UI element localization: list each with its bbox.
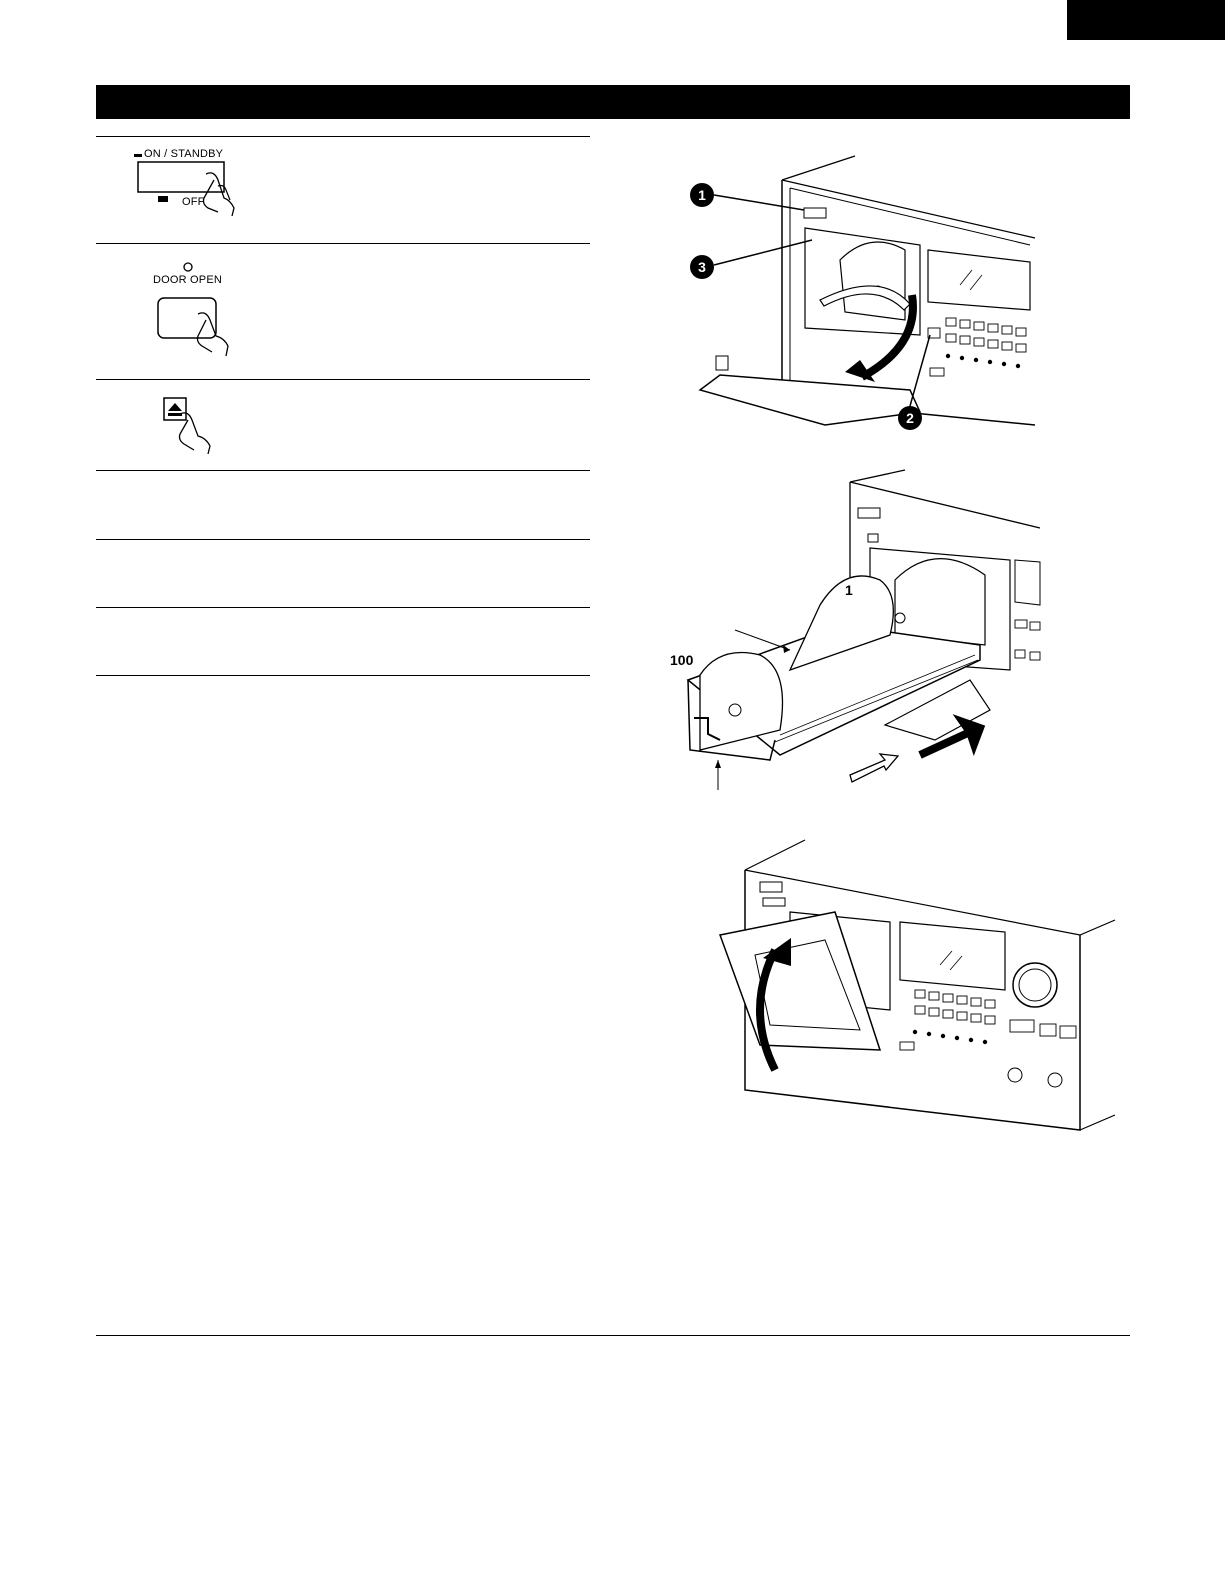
page-corner-tab <box>1067 0 1225 40</box>
step-marker-2: 2 <box>906 410 914 426</box>
open-door-illustration <box>700 150 1045 440</box>
step-marker-3: 3 <box>698 259 706 275</box>
door-open-label: DOOR OPEN <box>153 274 223 286</box>
step-divider <box>96 539 590 540</box>
off-label: OFF <box>182 196 205 208</box>
figure-load-discs <box>670 470 1050 800</box>
door-open-figure <box>150 262 250 362</box>
eject-figure <box>160 394 240 454</box>
step-divider <box>96 607 590 608</box>
on-standby-label: ON / STANDBY <box>144 148 224 160</box>
close-door-illustration <box>715 840 1135 1140</box>
section-title-bar <box>96 85 1130 119</box>
load-discs-illustration <box>670 470 1050 800</box>
step-divider <box>96 675 590 676</box>
page-bottom-rule <box>96 1335 1130 1336</box>
step-divider <box>96 243 590 244</box>
disc-slot-last-label: 100 <box>670 652 694 668</box>
figure-open-door <box>700 150 1045 440</box>
step-marker-1: 1 <box>698 187 706 203</box>
eject-button-illustration <box>160 394 240 454</box>
step-divider <box>96 136 590 137</box>
figure-close-door <box>715 840 1135 1140</box>
disc-slot-first-label: 1 <box>845 582 853 598</box>
step-divider <box>96 379 590 380</box>
step-divider <box>96 470 590 471</box>
power-switch-figure <box>130 146 260 216</box>
